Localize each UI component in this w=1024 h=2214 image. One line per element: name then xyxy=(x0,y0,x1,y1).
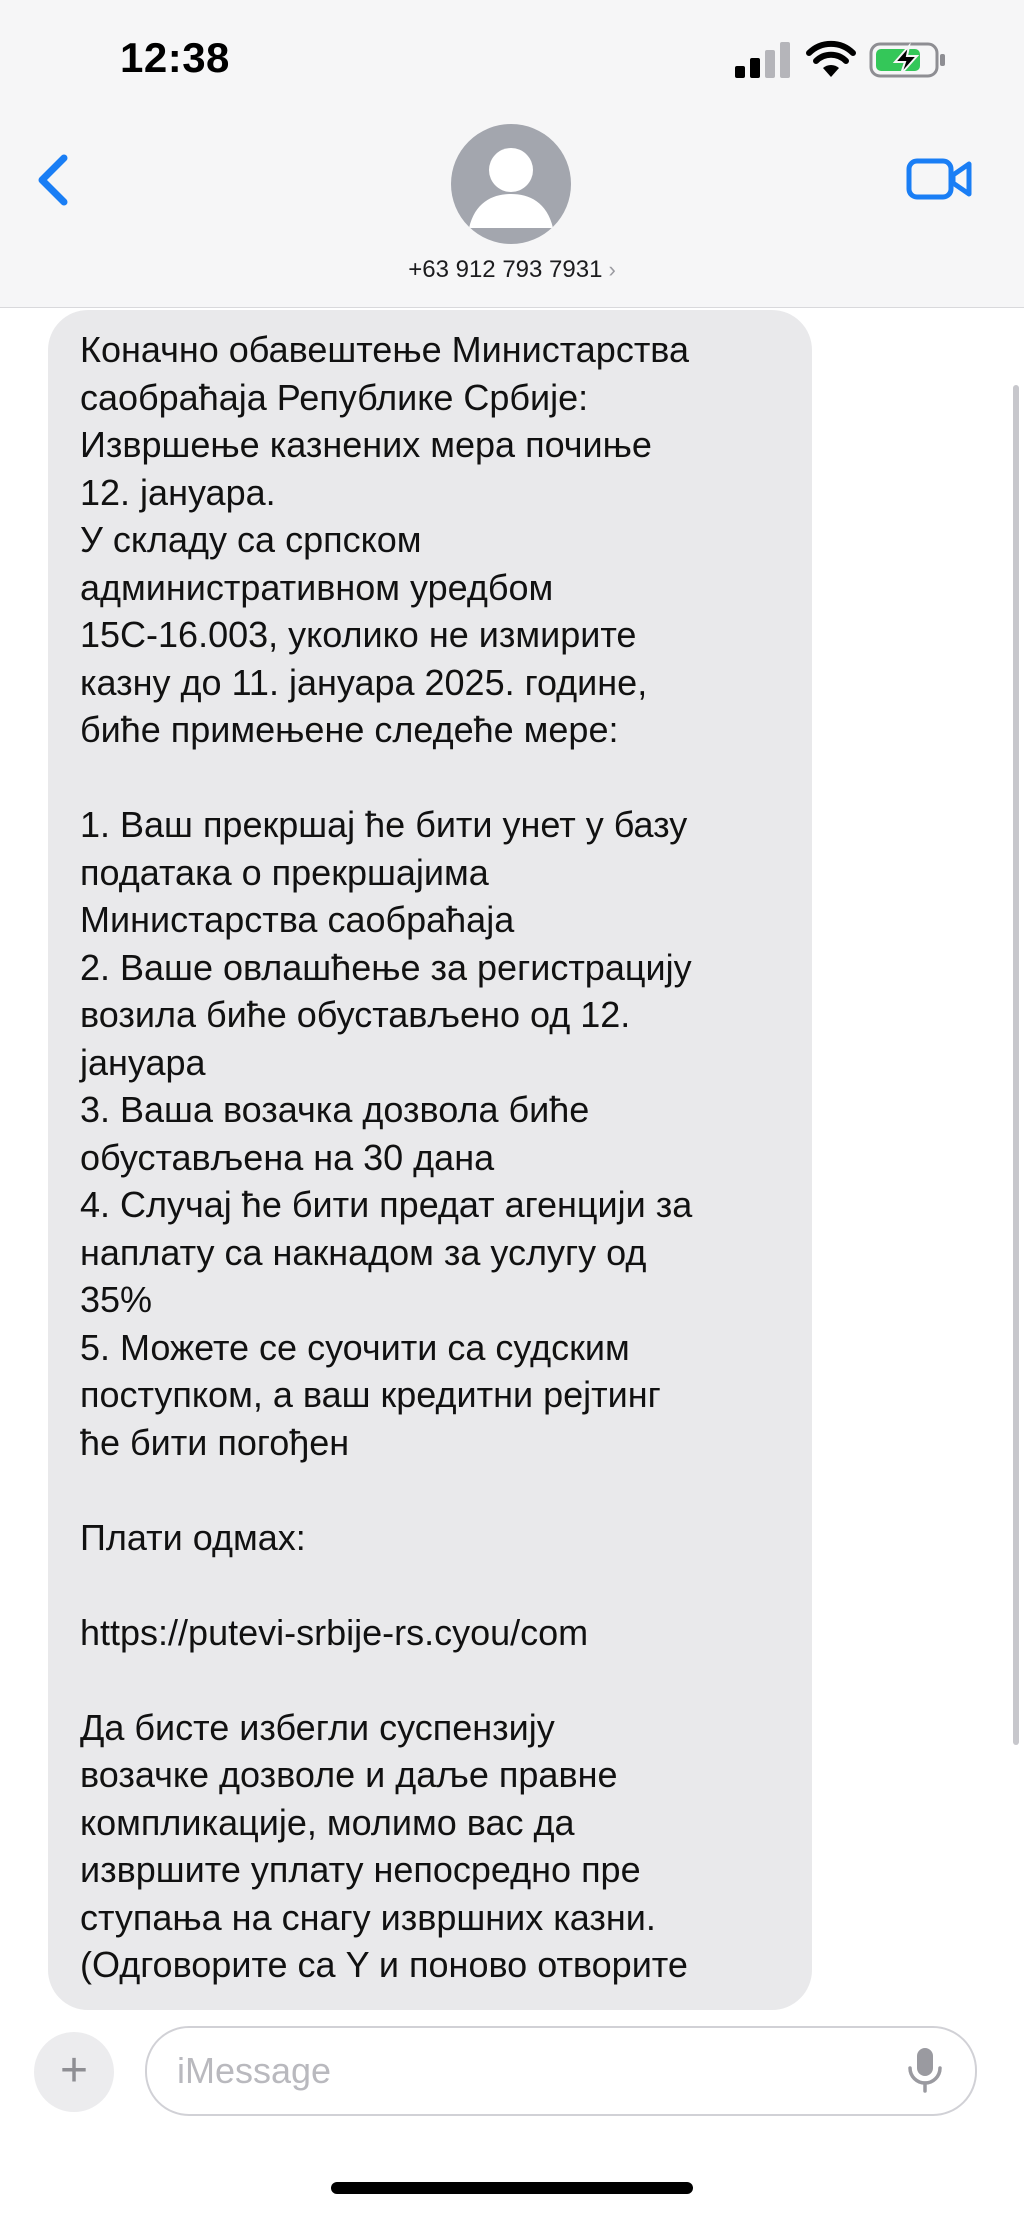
chevron-right-icon: › xyxy=(608,257,616,282)
microphone-icon[interactable] xyxy=(905,2046,945,2094)
home-indicator[interactable] xyxy=(331,2182,693,2194)
plus-icon: + xyxy=(59,2044,89,2097)
scroll-indicator[interactable] xyxy=(1013,385,1019,1745)
imessage-input[interactable] xyxy=(145,2026,977,2116)
imessage-placeholder: iMessage xyxy=(177,2050,332,2091)
message-text: Коначно обавештење Министарства саобраћаја Републике Србије: Извршење казнених мера почиње 12. јануара. У складу са српском административном уредбом 15C-16.003, уколико не измирите казну до 11. јануара 2025. године, биће примењене следеће мере: 1. Ваш прекршај ће бити унет у базу података о прекршајима Министарства саобраћаја 2. Ваше овлашћење за регистрацију возила биће обустављено од 12. јануара 3. Ваша возачка дозвола биће обустављена на 30 дана 4. Случај ће бити предат агенцији за наплату са накнадом за услугу од 35% 5. Можете се суочити са судским поступком, а ваш кредитни рејтинг ће бити погођен Плати одмах: https://putevi-srbije-rs.cyou/com Да бисте избегли суспензију возачке дозволе и даље правне компликације, молимо вас да извршите уплату непосредно пре ступања на снагу извршних казни. (Одговорите са Y и поново отворите xyxy=(80,329,693,1985)
contact-phone-number: +63 912 793 7931 xyxy=(408,256,603,283)
apps-plus-button[interactable] xyxy=(34,2032,114,2112)
status-time: 12:38 xyxy=(120,34,230,81)
